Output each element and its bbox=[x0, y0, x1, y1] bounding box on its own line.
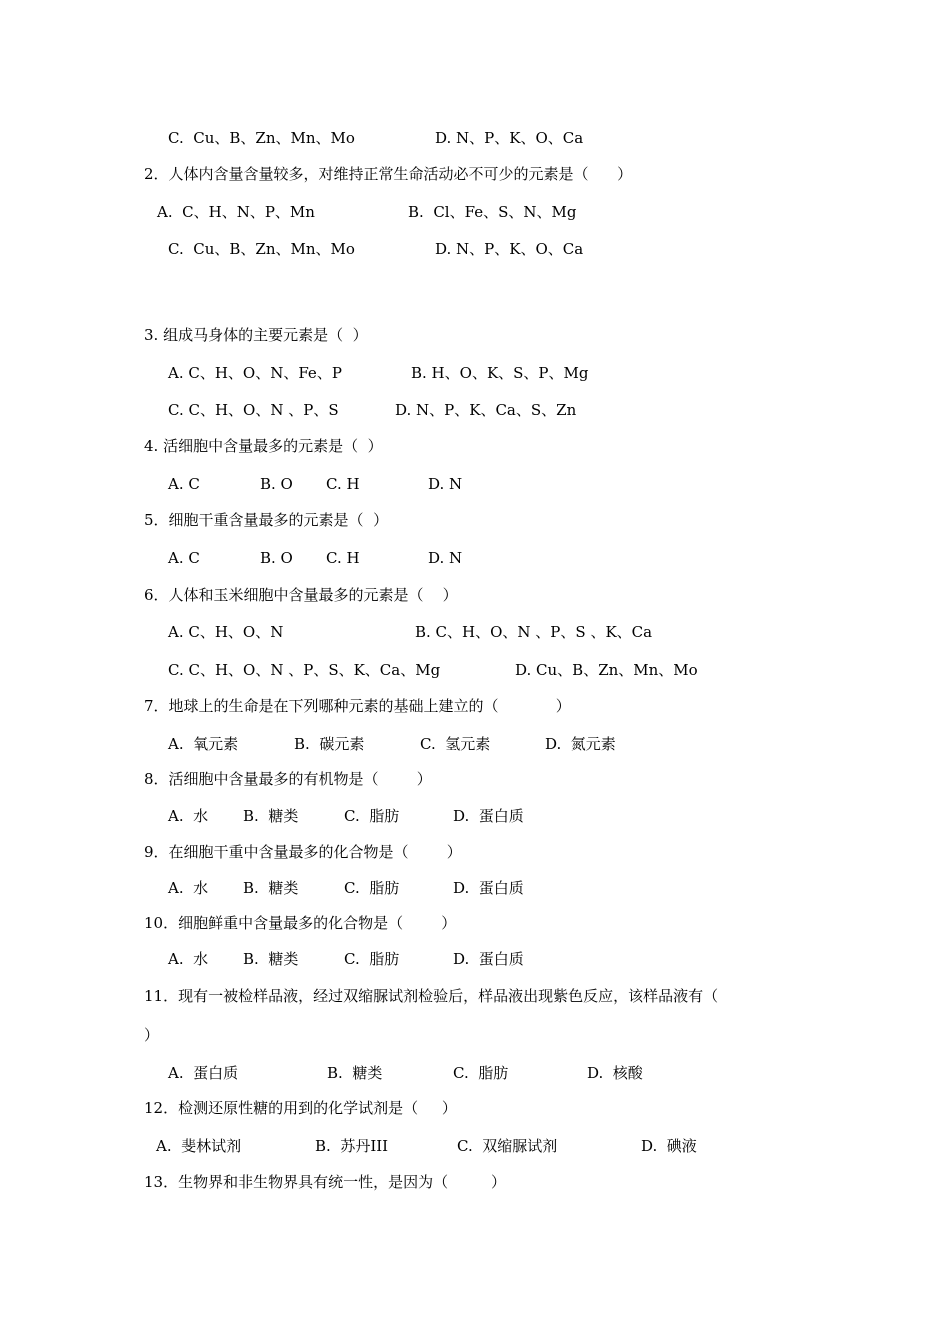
q2-option-b: B. Cl、Fe、S、N、Mg bbox=[408, 203, 577, 221]
q6-stem: 6．人体和玉米细胞中含量最多的元素是（ ） bbox=[144, 586, 458, 604]
q3-option-a: A. C、H、O、N、Fe、P bbox=[168, 364, 342, 382]
q12-stem: 12．检测还原性糖的用到的化学试剂是（ ） bbox=[144, 1099, 457, 1117]
q11-option-c: C. 脂肪 bbox=[453, 1064, 509, 1082]
q6-option-d: D. Cu、B、Zn、Mn、Mo bbox=[515, 661, 698, 679]
q7-stem: 7．地球上的生命是在下列哪种元素的基础上建立的（ ） bbox=[144, 697, 571, 715]
q7-option-b: B. 碳元素 bbox=[294, 735, 365, 753]
q7-option-c: C. 氢元素 bbox=[420, 735, 491, 753]
q3-stem: 3. 组成马身体的主要元素是（ ） bbox=[144, 326, 368, 344]
q9-option-a: A. 水 bbox=[168, 879, 209, 897]
q5-option-d: D. N bbox=[428, 549, 463, 567]
q12-option-a: A. 斐林试剂 bbox=[156, 1137, 242, 1155]
q8-option-d: D. 蛋白质 bbox=[453, 807, 524, 825]
q10-option-c: C. 脂肪 bbox=[344, 950, 400, 968]
q11-option-b: B. 糖类 bbox=[327, 1064, 383, 1082]
q10-option-a: A. 水 bbox=[168, 950, 209, 968]
q9-stem: 9．在细胞干重中含量最多的化合物是（ ） bbox=[144, 843, 462, 861]
q4-option-b: B. O bbox=[260, 475, 293, 493]
q4-option-d: D. N bbox=[428, 475, 463, 493]
q2-option-d: D. N、P、K、O、Ca bbox=[435, 240, 584, 258]
q1-option-d: D. N、P、K、O、Ca bbox=[435, 129, 584, 147]
q9-option-b: B. 糖类 bbox=[243, 879, 299, 897]
q5-stem: 5．细胞干重含量最多的元素是（ ） bbox=[144, 511, 389, 529]
q2-option-a: A. C、H、N、P、Mn bbox=[157, 203, 315, 221]
q8-stem: 8．活细胞中含量最多的有机物是（ ） bbox=[144, 770, 432, 788]
q12-option-b: B. 苏丹III bbox=[315, 1137, 389, 1155]
q3-option-d: D. N、P、K、Ca、S、Zn bbox=[395, 401, 577, 419]
q5-option-c: C. H bbox=[326, 549, 360, 567]
q6-option-a: A. C、H、O、N bbox=[168, 623, 284, 641]
q11-option-d: D. 核酸 bbox=[587, 1064, 643, 1082]
q9-option-c: C. 脂肪 bbox=[344, 879, 400, 897]
q4-option-c: C. H bbox=[326, 475, 360, 493]
q3-option-b: B. H、O、K、S、P、Mg bbox=[411, 364, 589, 382]
q11-option-a: A. 蛋白质 bbox=[168, 1064, 239, 1082]
q10-option-b: B. 糖类 bbox=[243, 950, 299, 968]
q6-option-b: B. C、H、O、N 、P、S 、K、Ca bbox=[415, 623, 653, 641]
q13-stem: 13．生物界和非生物界具有统一性，是因为（ ） bbox=[144, 1173, 507, 1191]
q1-option-c: C. Cu、B、Zn、Mn、Mo bbox=[168, 129, 355, 147]
q12-option-c: C. 双缩脲试剂 bbox=[457, 1137, 558, 1155]
q12-option-d: D. 碘液 bbox=[641, 1137, 697, 1155]
q9-option-d: D. 蛋白质 bbox=[453, 879, 524, 897]
q3-option-c: C. C、H、O、N 、P、S bbox=[168, 401, 339, 419]
q5-option-a: A. C bbox=[168, 549, 200, 567]
q4-stem: 4. 活细胞中含量最多的元素是（ ） bbox=[144, 437, 383, 455]
q8-option-c: C. 脂肪 bbox=[344, 807, 400, 825]
q10-option-d: D. 蛋白质 bbox=[453, 950, 524, 968]
q2-option-c: C. Cu、B、Zn、Mn、Mo bbox=[168, 240, 355, 258]
q7-option-a: A. 氧元素 bbox=[168, 735, 239, 753]
q7-option-d: D. 氮元素 bbox=[545, 735, 616, 753]
q6-option-c: C. C、H、O、N 、P、S、K、Ca、Mg bbox=[168, 661, 441, 679]
q11-stem: 11．现有一被检样品液，经过双缩脲试剂检验后，样品液出现紫色反应，该样品液有（ bbox=[144, 987, 719, 1005]
q5-option-b: B. O bbox=[260, 549, 293, 567]
q2-stem: 2．人体内含量含量较多，对维持正常生命活动必不可少的元素是（ ） bbox=[144, 165, 633, 183]
q8-option-a: A. 水 bbox=[168, 807, 209, 825]
q8-option-b: B. 糖类 bbox=[243, 807, 299, 825]
q11-stem-continuation: ） bbox=[144, 1026, 160, 1044]
q4-option-a: A. C bbox=[168, 475, 200, 493]
q10-stem: 10．细胞鲜重中含量最多的化合物是（ ） bbox=[144, 914, 457, 932]
